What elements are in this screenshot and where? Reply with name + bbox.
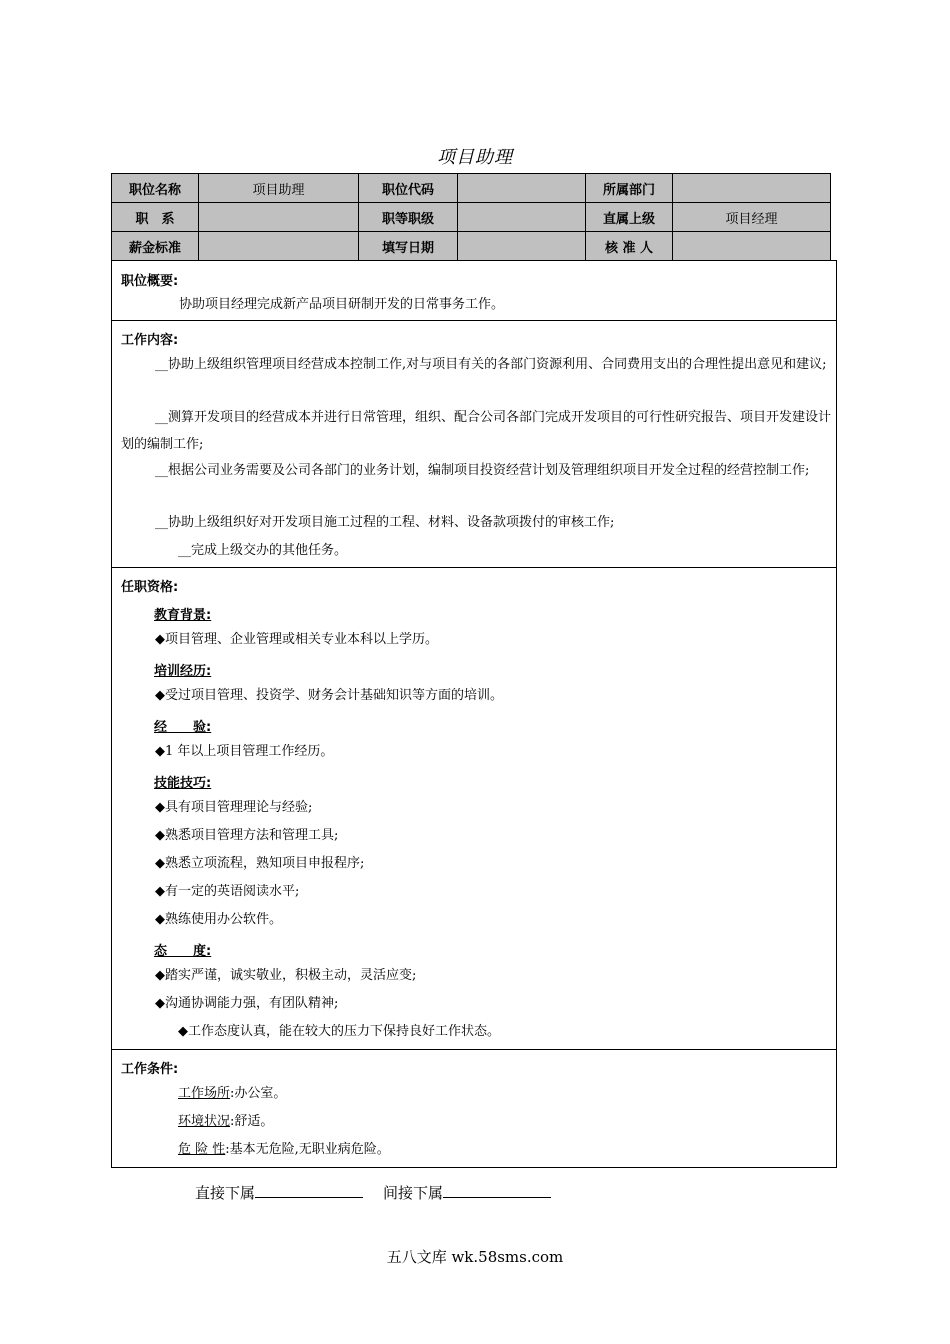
indirect-subordinates-blank <box>443 1183 551 1198</box>
skill-item: ◆有一定的英语阅读水平; <box>155 884 300 899</box>
job-info-table <box>111 173 831 261</box>
value-grade-level <box>458 203 586 232</box>
place-value: :办公室。 <box>230 1086 287 1101</box>
overview-text: 协助项目经理完成新产品项目研制开发的日常事务工作。 <box>179 297 505 312</box>
label-position-code: 职位代码 <box>359 174 458 203</box>
label-grade-level: 职等职级 <box>359 203 458 232</box>
duty-item: __测算开发项目的经营成本并进行日常管理，组织、配合公司各部门完成开发项目的可行性研究报告、项目开发建设计划的编制工作; <box>121 410 832 452</box>
value-position-name: 项目助理 <box>199 174 359 203</box>
qualifications-heading: 任职资格: <box>121 580 179 595</box>
conditions-heading: 工作条件: <box>121 1062 179 1077</box>
value-salary-standard <box>199 232 359 261</box>
skill-item: ◆熟悉立项流程，熟知项目申报程序; <box>155 856 365 871</box>
skill-item: ◆熟练使用办公软件。 <box>155 912 282 927</box>
qualifications-section <box>111 568 837 1050</box>
label-position-name: 职位名称 <box>112 174 199 203</box>
value-fill-date <box>458 232 586 261</box>
duty-item: __协助上级组织管理项目经营成本控制工作,对与项目有关的各部门资源利用、合同费用支出的合理性提出意见和建议; <box>155 357 827 372</box>
skills-label: 技能技巧: <box>154 776 212 791</box>
overview-section <box>111 260 837 321</box>
label-fill-date: 填写日期 <box>359 232 458 261</box>
environment-label: 环境状况 <box>178 1114 231 1129</box>
environment-value: :舒适。 <box>230 1114 274 1129</box>
condition-place <box>178 1085 286 1103</box>
duty-item: __完成上级交办的其他任务。 <box>178 543 348 558</box>
attitude-item: ◆踏实严谨，诚实敬业，积极主动，灵活应变; <box>155 968 417 983</box>
duties-heading: 工作内容: <box>121 333 179 348</box>
value-department <box>673 174 831 203</box>
duty-item: __根据公司业务需要及公司各部门的业务计划，编制项目投资经营计划及管理组织项目开发全过程的经营控制工作; <box>155 463 810 478</box>
skill-item: ◆具有项目管理理论与经验; <box>155 800 313 815</box>
table-row <box>112 232 831 261</box>
label-salary-standard: 薪金标准 <box>112 232 199 261</box>
value-job-series <box>199 203 359 232</box>
direct-subordinates-blank <box>255 1183 363 1198</box>
footer-brand: 五八文库 wk.58sms.com <box>386 1248 564 1266</box>
attitude-label: 态 度: <box>154 944 212 959</box>
indirect-subordinates <box>383 1182 551 1203</box>
education-text: ◆项目管理、企业管理或相关专业本科以上学历。 <box>155 632 438 647</box>
condition-risk <box>178 1141 390 1159</box>
overview-heading: 职位概要: <box>121 274 179 289</box>
label-job-series: 职 系 <box>112 203 199 232</box>
duty-item: __协助上级组织好对开发项目施工过程的工程、材料、设备款项拨付的审核工作; <box>155 515 615 530</box>
skill-item: ◆熟悉项目管理方法和管理工具; <box>155 828 339 843</box>
value-approver <box>673 232 831 261</box>
indirect-subordinates-label: 间接下属 <box>383 1184 444 1202</box>
direct-subordinates-label: 直接下属 <box>195 1184 256 1202</box>
risk-label: 危 险 性 <box>178 1142 226 1157</box>
label-direct-superior: 直属上级 <box>586 203 673 232</box>
conditions-section <box>111 1050 837 1168</box>
duties-section <box>111 321 837 568</box>
training-text: ◆受过项目管理、投资学、财务会计基础知识等方面的培训。 <box>155 688 503 703</box>
education-label: 教育背景: <box>154 608 212 623</box>
experience-label: 经 验: <box>154 720 212 735</box>
table-row <box>112 203 831 232</box>
attitude-item: ◆沟通协调能力强，有团队精神; <box>155 996 339 1011</box>
label-department: 所属部门 <box>586 174 673 203</box>
label-approver: 核 准 人 <box>586 232 673 261</box>
training-label: 培训经历: <box>154 664 212 679</box>
direct-subordinates <box>195 1182 363 1203</box>
experience-text: ◆1 年以上项目管理工作经历。 <box>155 744 334 759</box>
risk-value: :基本无危险,无职业病危险。 <box>225 1142 390 1157</box>
page-title: 项目助理 <box>437 147 513 168</box>
table-row <box>112 174 831 203</box>
value-position-code <box>458 174 586 203</box>
attitude-item: ◆工作态度认真，能在较大的压力下保持良好工作状态。 <box>178 1024 500 1039</box>
condition-environment <box>178 1113 273 1131</box>
value-direct-superior: 项目经理 <box>673 203 831 232</box>
place-label: 工作场所 <box>178 1086 231 1101</box>
